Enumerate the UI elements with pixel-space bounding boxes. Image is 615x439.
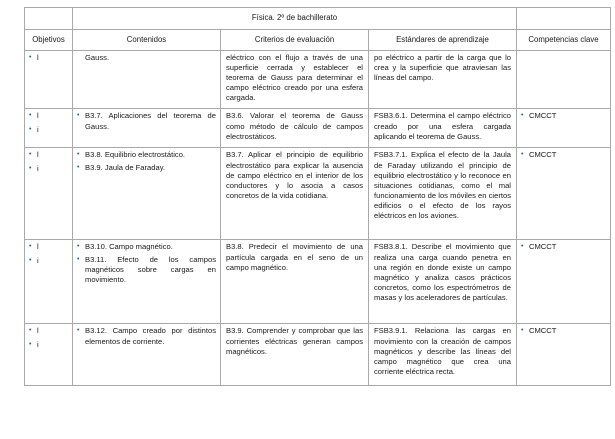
- competencia-item: [521, 111, 606, 121]
- objetivo-item: [29, 242, 68, 252]
- contenido-item: [77, 242, 216, 252]
- column-header-competencias: Competencias clave: [517, 30, 611, 51]
- objetivo-text: l: [37, 242, 39, 252]
- competencias-cell: [517, 240, 611, 324]
- subject-title: Física. 2º de bachillerato: [73, 8, 517, 30]
- table-row: [25, 109, 611, 148]
- objetivo-text: l: [37, 111, 39, 121]
- bullet-icon: •: [77, 163, 80, 171]
- contenido-text: B3.10. Campo magnético.: [85, 242, 173, 252]
- header-blank-cell: [25, 8, 73, 30]
- table-row: [25, 324, 611, 386]
- criterios-cell: B3.8. Predecir el movimiento de una partícula cargada en el seno de un campo magnético.: [221, 240, 369, 324]
- contenidos-cell: [73, 109, 221, 148]
- contenido-item: [77, 111, 216, 131]
- bullet-icon: •: [29, 54, 32, 61]
- bullet-icon: •: [29, 151, 32, 159]
- competencias-cell: [517, 148, 611, 240]
- competencias-cell: [517, 324, 611, 386]
- column-header-row: [25, 30, 611, 51]
- subject-header-row: [25, 8, 611, 30]
- contenido-item: [77, 150, 216, 160]
- contenidos-cell: [73, 148, 221, 240]
- objetivo-item: [29, 111, 68, 121]
- bullet-icon: •: [29, 125, 32, 133]
- contenido-item: [77, 255, 216, 285]
- objetivo-item: [29, 326, 68, 336]
- objetivos-cell: [25, 148, 73, 240]
- objetivo-item: [29, 256, 68, 266]
- bullet-icon: •: [77, 243, 80, 251]
- contenido-item: [77, 163, 216, 173]
- bullet-icon: •: [77, 255, 80, 263]
- objetivos-cell: [25, 324, 73, 386]
- column-header-objetivos: Objetivos: [25, 30, 73, 51]
- bullet-icon: •: [29, 243, 32, 251]
- header-blank-cell: [517, 8, 611, 30]
- bullet-icon: •: [521, 243, 524, 251]
- objetivo-text: i: [37, 124, 39, 134]
- objetivo-text: i: [37, 255, 39, 265]
- estandares-cell: FSB3.7.1. Explica el efecto de la Jaula de Faraday utilizando el principio de equilibrio electrostático y lo reconoce en situaciones cotidianas, como el mal funcionamiento de los móviles en ciertos edificios o el efecto de los rayos eléctricos en los aviones.: [369, 148, 517, 240]
- criterios-cell: B3.9. Comprender y comprobar que las corrientes eléctricas generan campos magnéticos.: [221, 324, 369, 386]
- bullet-icon: •: [29, 256, 32, 264]
- criterios-cell: B3.7. Aplicar el principio de equilibrio electrostático para explicar la ausencia de campo eléctrico en el interior de los conductores y lo asocia a casos concretos de la vida cotidiana.: [221, 148, 369, 240]
- bullet-icon: •: [77, 112, 80, 120]
- contenidos-cell: [73, 51, 221, 109]
- contenidos-cell: [73, 240, 221, 324]
- bullet-icon: •: [29, 112, 32, 120]
- objetivos-cell: [25, 51, 73, 109]
- objetivo-item: [29, 164, 68, 174]
- objetivo-item: [29, 125, 68, 135]
- competencia-text: CMCCT: [529, 242, 557, 252]
- contenido-text: Gauss.: [85, 53, 110, 62]
- table-row: [25, 148, 611, 240]
- contenido-text: B3.9. Jaula de Faraday.: [85, 162, 166, 172]
- bullet-icon: •: [77, 327, 80, 335]
- objetivos-cell: [25, 240, 73, 324]
- contenidos-cell: [73, 324, 221, 386]
- column-header-criterios: Criterios de evaluación: [221, 30, 369, 51]
- objetivo-text: l: [37, 150, 39, 160]
- curriculum-table: [24, 7, 611, 386]
- bullet-icon: •: [77, 151, 80, 159]
- table-row: [25, 51, 611, 109]
- objetivo-text: i: [37, 339, 39, 349]
- objetivo-text: l: [37, 326, 39, 336]
- bullet-icon: •: [521, 327, 524, 335]
- competencia-item: [521, 242, 606, 252]
- competencia-text: CMCCT: [529, 326, 557, 336]
- objetivo-item: [29, 340, 68, 350]
- objetivo-item: [29, 53, 68, 63]
- table-body: [25, 51, 611, 386]
- contenido-text: B3.8. Equilibrio electrostático.: [85, 150, 186, 160]
- contenido-text: B3.11. Efecto de los campos magnéticos sobre cargas en movimiento.: [85, 254, 216, 284]
- competencia-text: CMCCT: [529, 111, 557, 121]
- estandares-cell: FSB3.6.1. Determina el campo eléctrico creado por una esfera cargada aplicando el teorema de Gauss.: [369, 109, 517, 148]
- competencia-item: [521, 326, 606, 336]
- competencia-item: [521, 150, 606, 160]
- contenido-text: B3.7. Aplicaciones del teorema de Gauss.: [85, 111, 216, 131]
- contenido-item: [77, 53, 216, 63]
- estandares-cell: po eléctrico a partir de la carga que lo crea y la superficie que atraviesan las líneas del campo.: [369, 51, 517, 109]
- objetivo-text: i: [37, 163, 39, 173]
- competencias-cell: [517, 109, 611, 148]
- estandares-cell: FSB3.9.1. Relaciona las cargas en movimiento con la creación de campos magnéticos y describe las líneas del campo magnético que crea una corriente eléctrica recta.: [369, 324, 517, 386]
- objetivo-item: [29, 150, 68, 160]
- bullet-icon: •: [521, 112, 524, 120]
- objetivo-text: l: [37, 53, 39, 62]
- contenido-item: [77, 326, 216, 346]
- criterios-cell: B3.6. Valorar el teorema de Gauss como método de cálculo de campos electrostáticos.: [221, 109, 369, 148]
- table-row: [25, 240, 611, 324]
- criterios-cell: eléctrico con el flujo a través de una superficie cerrada y establecer el teorema de Gauss para determinar el campo eléctrico creado por una esfera cargada.: [221, 51, 369, 109]
- bullet-icon: •: [29, 340, 32, 348]
- column-header-contenidos: Contenidos: [73, 30, 221, 51]
- bullet-icon: •: [521, 151, 524, 159]
- objetivos-cell: [25, 109, 73, 148]
- column-header-estandares: Estándares de aprendizaje: [369, 30, 517, 51]
- bullet-icon: •: [29, 164, 32, 172]
- estandares-cell: FSB3.8.1. Describe el movimiento que realiza una carga cuando penetra en una región en donde existe un campo magnético y analiza casos prácticos concretos, como los espectrómetros de masas y los aceleradores de partículas.: [369, 240, 517, 324]
- competencia-text: CMCCT: [529, 150, 557, 160]
- competencias-cell: [517, 51, 611, 109]
- bullet-icon: •: [29, 327, 32, 335]
- contenido-text: B3.12. Campo creado por distintos elementos de corriente.: [85, 326, 216, 346]
